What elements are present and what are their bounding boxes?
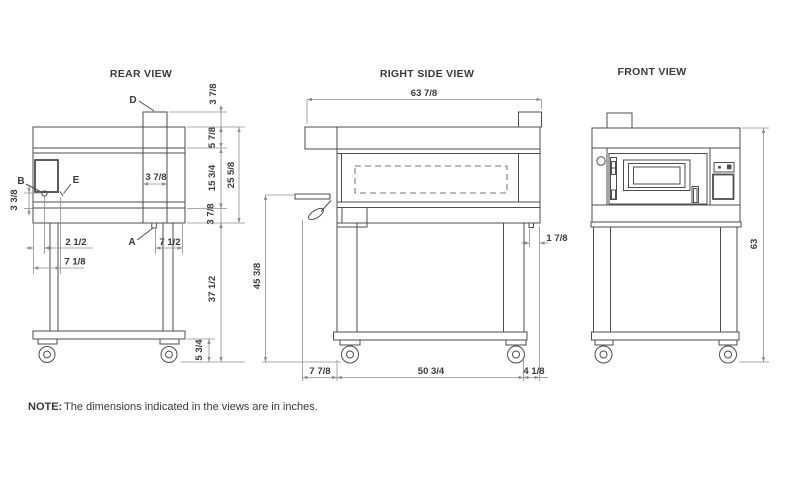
side-chamber-dashed <box>355 166 507 193</box>
caster-plate <box>38 339 57 344</box>
front-view <box>591 66 769 363</box>
front-oven-body <box>591 113 741 227</box>
front-dimensions <box>739 128 769 362</box>
dim-side-work-height: 45 3/8 <box>252 262 263 290</box>
rear-oven-body <box>33 112 185 223</box>
power-switch <box>727 165 732 170</box>
dim-rear-gland-offset: 2 1/2 <box>65 237 87 248</box>
front-pilot-light <box>597 157 605 165</box>
caster-wheel <box>342 346 359 363</box>
dim-side-rear-gap: 1 7/8 <box>546 233 568 244</box>
dim-rear-stud-offset: 7 1/2 <box>159 237 181 248</box>
front-view-title: FRONT VIEW <box>617 66 687 78</box>
dim-rear-chimney-height: 3 7/8 <box>208 83 219 105</box>
indicator-dot <box>718 166 721 169</box>
dim-rear-mid-section: 15 3/4 <box>207 164 218 192</box>
caster-wheel <box>161 347 177 363</box>
dim-rear-stand-height: 37 1/2 <box>207 275 218 303</box>
front-stand <box>592 227 740 363</box>
right-side-view <box>252 68 568 381</box>
rear-conduit-mark <box>60 192 63 197</box>
caster-wheel <box>508 346 525 363</box>
caster-wheel <box>39 347 55 363</box>
rear-electrical-box <box>35 160 58 192</box>
caster-wheel <box>595 346 612 363</box>
dim-side-stand-length: 50 3/4 <box>417 366 445 377</box>
rear-lower-shelf <box>33 331 185 339</box>
side-dimensions <box>252 88 568 381</box>
front-control-cluster <box>714 163 734 173</box>
dim-side-overall-length: 63 7/8 <box>410 88 438 99</box>
rear-view <box>9 68 245 363</box>
caster-wheel <box>720 346 737 363</box>
side-door-ledge <box>337 223 367 227</box>
dim-front-overall-height: 63 <box>749 238 760 250</box>
dim-rear-conduit-offset: 7 1/8 <box>64 256 86 268</box>
side-rear-box <box>305 127 337 149</box>
side-door-handle <box>295 194 331 222</box>
dim-rear-left-offset: 3 3/8 <box>9 189 20 211</box>
footnote <box>28 401 318 413</box>
rear-view-title: REAR VIEW <box>109 68 173 80</box>
front-chimney <box>607 113 632 128</box>
callout-a: A <box>128 237 136 248</box>
dim-side-rear-offset: 4 1/8 <box>523 366 545 377</box>
caster-plate <box>160 339 179 344</box>
rear-stud <box>152 223 157 228</box>
dim-rear-body-height: 25 5/8 <box>226 161 237 189</box>
rear-callouts <box>17 95 154 248</box>
caster-plate <box>719 340 737 345</box>
dim-rear-caster-height: 5 3/4 <box>194 339 205 361</box>
front-control-panel <box>713 175 734 200</box>
side-oven-body <box>295 112 542 228</box>
rear-chimney <box>143 112 167 127</box>
front-thermometer <box>692 187 699 203</box>
callout-e: E <box>72 175 80 186</box>
front-door-window <box>624 160 691 191</box>
front-door-handle <box>611 158 617 200</box>
front-lower-shelf <box>592 332 740 340</box>
callout-d: D <box>129 95 137 106</box>
caster-plate <box>340 340 360 345</box>
dim-rear-duct-width: 3 7/8 <box>145 172 167 183</box>
dim-rear-bottom-section: 3 7/8 <box>205 203 217 225</box>
dim-rear-top-section: 5 7/8 <box>207 126 218 149</box>
note-label: NOTE: <box>28 401 63 413</box>
note-text: The dimensions indicated in the views are in inches. <box>64 401 318 413</box>
side-chimney <box>519 112 542 127</box>
callout-b: B <box>17 176 25 187</box>
side-lower-shelf <box>334 332 528 340</box>
side-stand <box>334 223 528 363</box>
front-base-plate <box>591 222 741 227</box>
dim-side-front-offset: 7 7/8 <box>309 366 331 377</box>
caster-plate <box>506 340 526 345</box>
side-stud <box>529 223 534 228</box>
caster-plate <box>595 340 613 345</box>
side-view-title: RIGHT SIDE VIEW <box>379 68 475 80</box>
